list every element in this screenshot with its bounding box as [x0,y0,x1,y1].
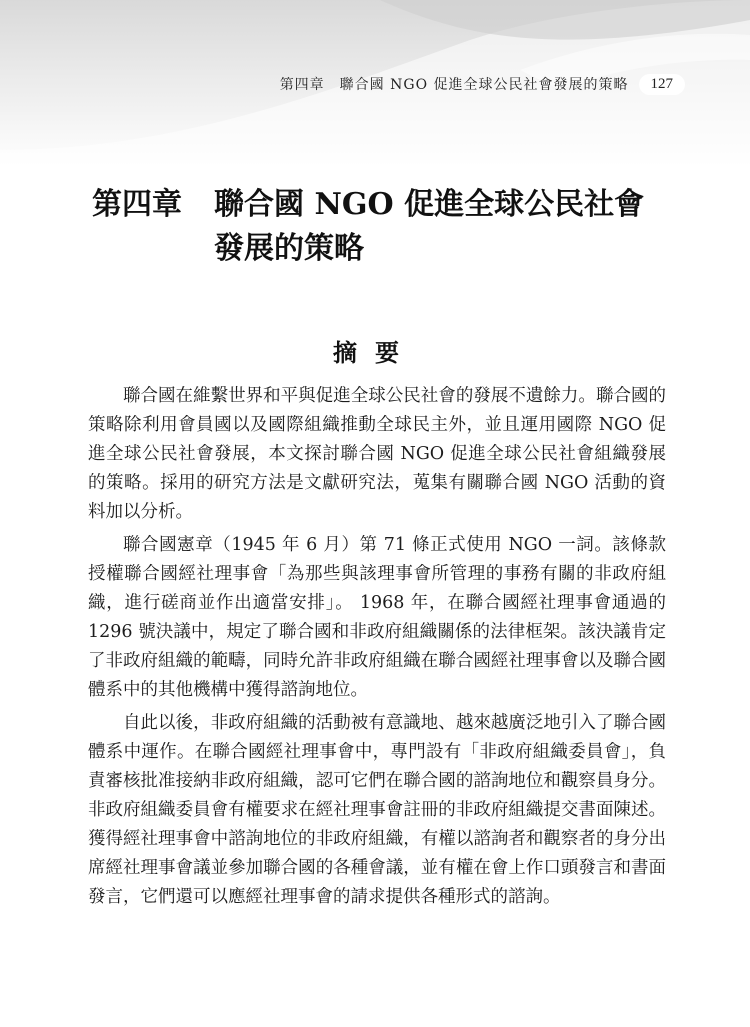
chapter-label: 第四章 [92,187,182,222]
abstract-body [88,382,666,916]
page-number: 127 [639,74,686,95]
running-header [255,70,685,98]
chapter-title-line-2: 發展的策略 [214,231,364,266]
abstract-paragraph: 聯合國在維繫世界和平與促進全球公民社會的發展不遺餘力。聯合國的策略除利用會員國以及國際組織推動全球民主外，並且運用國際 NGO 促進全球公民社會發展，本文探討聯合國 NGO 促進全球公民社會組織發展的策略。採用的研究方法是文獻研究法，蒐集有關聯合國 NGO 活動的資料加以分析。 [88,386,666,522]
abstract-paragraph: 自此以後，非政府組織的活動被有意識地、越來越廣泛地引入了聯合國體系中運作。在聯合國經社理事會中，專門設有「非政府組織委員會」，負責審核批准接納非政府組織，認可它們在聯合國的諮詢地位和觀察員身分。非政府組織委員會有權要求在經社理事會註冊的非政府組織提交書面陳述。獲得經社理事會中諮詢地位的非政府組織，有權以諮詢者和觀察者的身分出席經社理事會議並參加聯合國的各種會議，並有權在會上作口頭發言和書面發言，它們還可以應經社理事會的請求提供各種形式的諮詢。 [88,713,666,907]
chapter-heading [92,183,682,271]
abstract-heading: 摘要 [333,338,417,367]
running-title: 第四章 聯合國 NGO 促進全球公民社會發展的策略 [279,77,629,93]
abstract-paragraph: 聯合國憲章（1945 年 6 月）第 71 條正式使用 NGO 一詞。該條款授權聯合國經社理事會「為那些與該理事會所管理的事務有關的非政府組織，進行磋商並作出適當安排」。 1968 年，在聯合國經社理事會通過的 1296 號決議中，規定了聯合國和非政府組織關係的法律框架。該決議肯定了非政府組織的範疇，同時允許非政府組織在聯合國經社理事會以及聯合國體系中的其他機構中獲得諮詢地位。 [88,535,666,700]
chapter-title-line-1: 聯合國 NGO 促進全球公民社會 [214,187,645,222]
chapter-label-spacer [92,227,214,271]
